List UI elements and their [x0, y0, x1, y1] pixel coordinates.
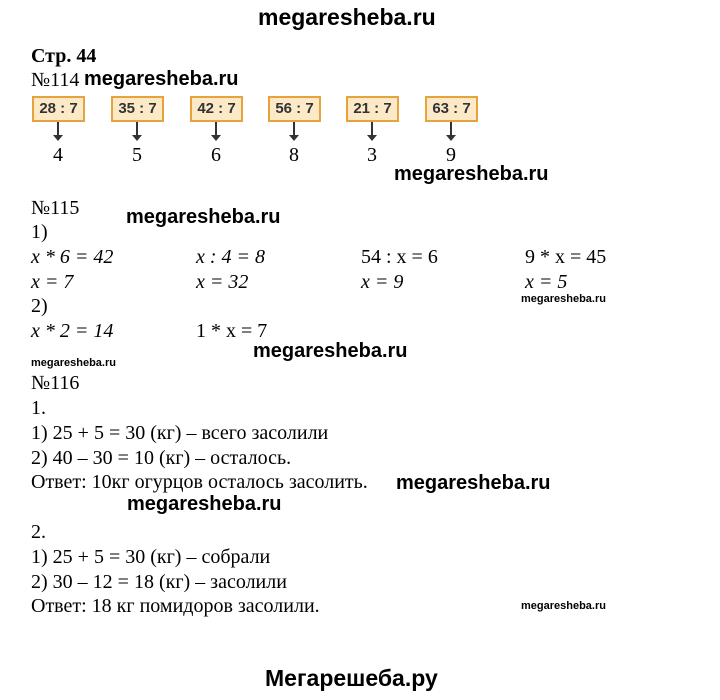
division-card: 56 : 7	[268, 96, 321, 122]
arrow-head-icon	[367, 135, 377, 141]
page-title: Стр. 44	[31, 45, 97, 67]
solution-line: 2) 40 – 30 = 10 (кг) – осталось.	[31, 447, 292, 469]
division-card: 63 : 7	[425, 96, 478, 122]
task116-number: №116	[31, 372, 80, 394]
division-answer: 8	[289, 144, 299, 166]
task116-part2-label: 2.	[31, 521, 46, 543]
watermark-mid-1: megaresheba.ru	[394, 163, 549, 185]
task116-part1-answer: Ответ: 10кг огурцов осталось засолить.	[31, 471, 368, 493]
arrow-head-icon	[446, 135, 456, 141]
watermark-bottom: Мегарешеба.ру	[265, 665, 438, 691]
watermark-small-left: megaresheba.ru	[31, 357, 116, 369]
division-card: 35 : 7	[111, 96, 164, 122]
solution: x = 32	[196, 271, 249, 293]
arrow-down-icon	[57, 122, 59, 136]
watermark-top: megaresheba.ru	[258, 4, 436, 30]
division-card: 42 : 7	[190, 96, 243, 122]
watermark-small-2: megaresheba.ru	[521, 600, 606, 612]
division-card: 28 : 7	[32, 96, 85, 122]
division-card: 21 : 7	[346, 96, 399, 122]
solution-line: 2) 30 – 12 = 18 (кг) – засолили	[31, 571, 287, 593]
arrow-head-icon	[132, 135, 142, 141]
arrow-down-icon	[136, 122, 138, 136]
task115-part1-label: 1)	[31, 221, 48, 243]
division-answer: 5	[132, 144, 142, 166]
equation: x * 2 = 14	[31, 320, 114, 342]
arrow-head-icon	[289, 135, 299, 141]
equation: 1 * x = 7	[196, 320, 268, 342]
division-answer: 3	[367, 144, 377, 166]
solution: x = 5	[525, 271, 568, 293]
arrow-down-icon	[215, 122, 217, 136]
watermark-mid-4: megaresheba.ru	[127, 493, 282, 515]
arrow-down-icon	[450, 122, 452, 136]
task114-number: №114	[31, 69, 80, 91]
division-answer: 4	[53, 144, 63, 166]
solution-line: 1) 25 + 5 = 30 (кг) – всего засолили	[31, 422, 329, 444]
arrow-down-icon	[371, 122, 373, 136]
task116-part2-answer: Ответ: 18 кг помидоров засолили.	[31, 595, 320, 617]
equation: x * 6 = 42	[31, 246, 114, 268]
task115-part2-label: 2)	[31, 295, 48, 317]
arrow-down-icon	[293, 122, 295, 136]
arrow-head-icon	[53, 135, 63, 141]
division-answer: 6	[211, 144, 221, 166]
watermark-inline-114: megaresheba.ru	[84, 68, 239, 90]
watermark-small-1: megaresheba.ru	[521, 293, 606, 305]
equation: 9 * x = 45	[525, 246, 607, 268]
task116-part1-label: 1.	[31, 397, 46, 419]
solution: x = 7	[31, 271, 74, 293]
equation: 54 : x = 6	[361, 246, 438, 268]
watermark-after-answer: megaresheba.ru	[396, 472, 551, 494]
task115-number: №115	[31, 197, 80, 219]
watermark-mid-3: megaresheba.ru	[253, 340, 408, 362]
division-answer: 9	[446, 144, 456, 166]
equation: x : 4 = 8	[196, 246, 266, 268]
solution-line: 1) 25 + 5 = 30 (кг) – собрали	[31, 546, 271, 568]
arrow-head-icon	[211, 135, 221, 141]
watermark-mid-2: megaresheba.ru	[126, 206, 281, 228]
solution: x = 9	[361, 271, 404, 293]
